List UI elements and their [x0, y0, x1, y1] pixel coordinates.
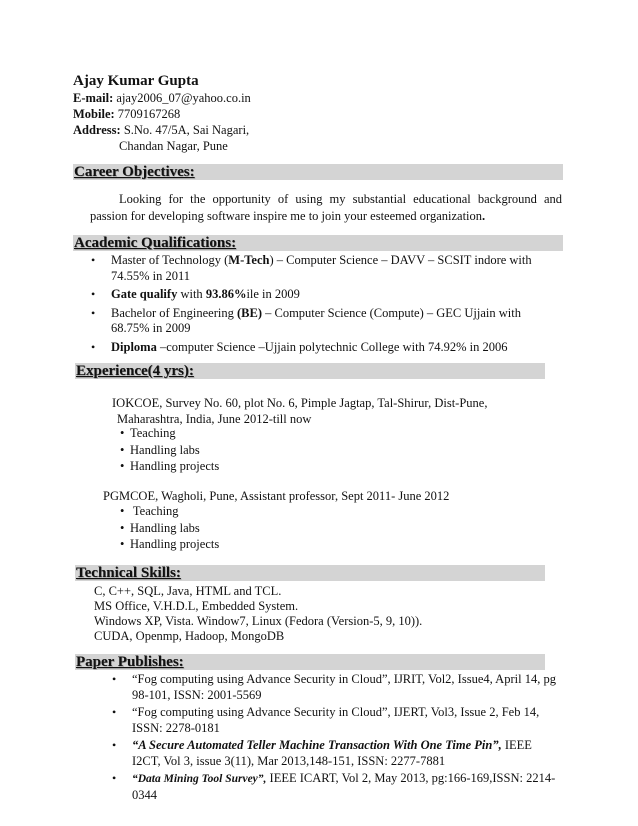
email-line — [73, 90, 251, 106]
skills-line: Windows XP, Vista. Window7, Linux (Fedora (Version-5, 9, 10)). — [94, 614, 423, 628]
list-item — [112, 672, 560, 703]
bullet-icon: • — [120, 442, 125, 457]
item-bold: Gate qualify — [111, 287, 178, 301]
email-label: E-mail: — [73, 91, 114, 105]
section-paper-publishes — [75, 654, 545, 670]
bullet-icon: • — [120, 520, 125, 535]
bullet-icon: • — [120, 426, 125, 440]
list-item — [120, 442, 219, 459]
paper-details: , IJERT, Vol3, Issue 2, Feb 14, ISSN: 2278-0181 — [132, 705, 540, 735]
section-experience — [75, 363, 545, 379]
address-value-line2: Chandan Nagar, Pune — [119, 139, 228, 153]
academic-list — [91, 253, 561, 358]
section-career-objectives — [73, 164, 563, 180]
paper-title: “Data Mining Tool Survey”, — [132, 773, 267, 785]
list-item — [91, 305, 561, 337]
section-heading: Academic Qualifications: — [74, 235, 237, 251]
career-text-end: . — [482, 209, 486, 223]
duty-text: Handling projects — [130, 459, 220, 473]
paper-details: IEEE I2CT, Vol 3, issue 3(11), Mar 2013,148-151, ISSN: 2277-7881 — [132, 738, 532, 768]
section-technical-skills — [75, 565, 545, 581]
item-text: ) – Computer Science – DAVV – SCSIT indore with 74.55% in 2011 — [111, 253, 532, 283]
skills-line: C, C++, SQL, Java, HTML and TCL. — [94, 584, 282, 598]
paper-title: “A Secure Automated Teller Machine Transaction With One Time Pin”, — [132, 738, 502, 752]
list-item — [91, 287, 561, 303]
skills-list — [94, 584, 422, 644]
item-text: –computer Science –Ujjain polytechnic College with 74.92% in 2006 — [156, 339, 508, 354]
papers-list — [112, 672, 560, 805]
bullet-icon: • — [112, 705, 117, 719]
section-academic-qualifications — [73, 235, 563, 251]
bullet-icon: • — [91, 253, 96, 267]
item-bold: (BE) — [237, 305, 262, 320]
duty-text: Teaching — [130, 426, 176, 440]
duty-text: Handling labs — [130, 520, 200, 535]
address-line — [73, 122, 251, 138]
bullet-icon: • — [91, 305, 96, 320]
duty-text: Handling labs — [130, 442, 200, 457]
job-1-duties — [120, 425, 219, 475]
list-item — [91, 253, 561, 284]
section-heading: Paper Publishes: — [76, 654, 184, 670]
item-text: Bachelor of Engineering — [111, 305, 237, 320]
item-text: Master of Technology ( — [111, 253, 229, 267]
list-item — [91, 339, 561, 356]
bullet-icon: • — [112, 771, 117, 785]
duty-text: Teaching — [132, 504, 179, 518]
bullet-icon: • — [91, 339, 96, 354]
mobile-line — [73, 106, 251, 122]
item-text: – Computer Science (Compute) – GEC Ujjain with 68.75% in 2009 — [111, 305, 521, 335]
paper-title: “Fog computing using Advance Security in Cloud” — [132, 705, 388, 719]
paper-details: , IJRIT, Vol2, Issue4, April 14, pg 98-101, ISSN: 2001-5569 — [132, 672, 556, 702]
item-text: with — [177, 287, 206, 301]
bullet-icon: • — [120, 537, 125, 551]
skills-line: MS Office, V.H.D.L, Embedded System. — [94, 599, 299, 613]
job-2-line: PGMCOE, Wagholi, Pune, Assistant professor, Sept 2011- June 2012 — [103, 489, 450, 503]
paper-title: “Fog computing using Advance Security in Cloud” — [132, 672, 388, 686]
item-bold: Diploma — [111, 339, 157, 354]
job-2-duties — [120, 503, 219, 553]
item-bold: 93.86% — [205, 287, 247, 301]
address-label: Address: — [73, 123, 121, 137]
list-item — [120, 536, 219, 553]
list-item — [120, 503, 219, 520]
list-item — [120, 520, 219, 537]
paper-details: IEEE ICART, Vol 2, May 2013, pg:166-169,ISSN: 2214-0344 — [132, 771, 556, 802]
section-heading: Experience(4 yrs): — [76, 363, 194, 379]
section-heading: Technical Skills: — [76, 565, 181, 581]
bullet-icon: • — [112, 672, 117, 686]
mobile-value: 7709167268 — [117, 107, 181, 121]
bullet-icon: • — [112, 738, 117, 752]
bullet-icon: • — [120, 459, 125, 473]
item-text: ile in 2009 — [246, 287, 300, 301]
bullet-icon: • — [91, 287, 96, 301]
job-1-line1: IOKCOE, Survey No. 60, plot No. 6, Pimple Jagtap, Tal-Shirur, Dist-Pune, — [112, 396, 488, 410]
candidate-name: Ajay Kumar Gupta — [73, 73, 199, 89]
list-item — [112, 705, 560, 736]
contact-block — [73, 90, 251, 154]
list-item — [112, 771, 560, 803]
section-heading: Career Objectives: — [74, 164, 195, 180]
address-value-line1: S.No. 47/5A, Sai Nagari, — [123, 123, 250, 137]
career-objective-text — [90, 191, 562, 225]
skills-line: CUDA, Openmp, Hadoop, MongoDB — [94, 629, 285, 643]
bullet-icon: • — [120, 504, 125, 518]
list-item — [120, 425, 219, 442]
item-bold: M-Tech — [228, 253, 270, 267]
career-text: Looking for the opportunity of using my substantial educational background and passion for developing software inspire me to join your esteemed organization — [90, 192, 562, 223]
list-item — [112, 738, 560, 769]
email-value: ajay2006_07@yahoo.co.in — [116, 91, 251, 105]
list-item — [120, 458, 219, 475]
job-1-line2: Maharashtra, India, June 2012-till now — [117, 411, 312, 426]
duty-text: Handling projects — [130, 537, 220, 551]
job-1 — [112, 396, 562, 427]
mobile-label: Mobile: — [73, 107, 115, 121]
